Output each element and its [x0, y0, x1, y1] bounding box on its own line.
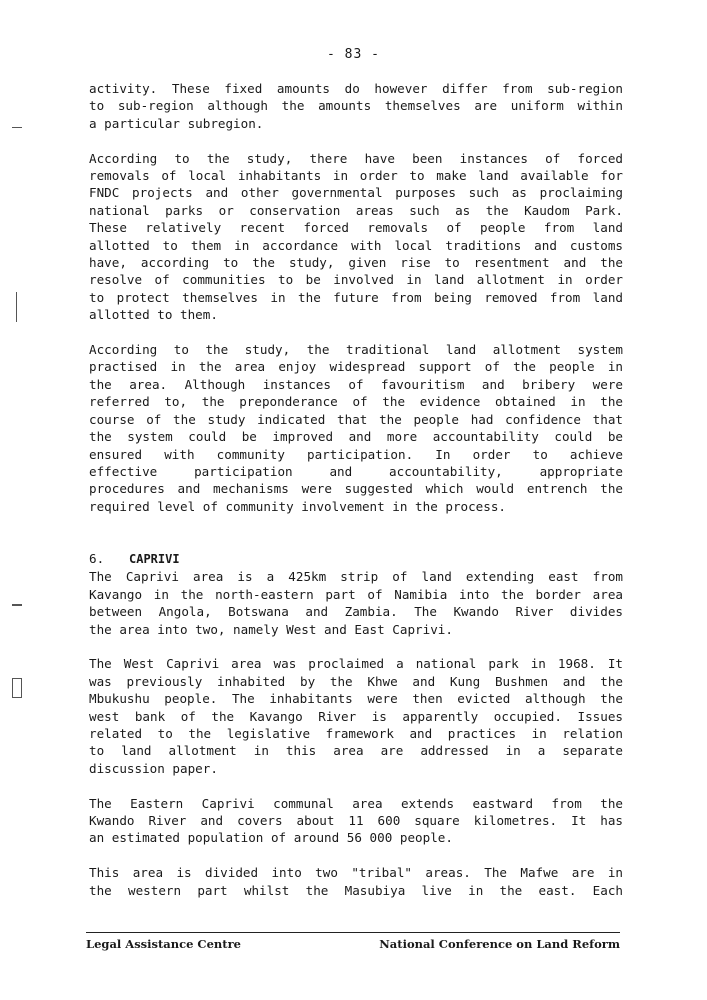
paragraph [89, 341, 623, 515]
text-line: The Caprivi area is a 425km strip of land extending east from [89, 569, 623, 585]
paragraph [89, 655, 623, 777]
section-heading [89, 550, 623, 568]
section-spacer [89, 533, 623, 550]
text-line: required level of community involvement in the process. [89, 498, 507, 514]
paragraph [89, 150, 623, 324]
text-line: a particular subregion. [89, 115, 264, 131]
text-line: FNDC projects and other governmental purposes such as proclaiming [89, 185, 623, 201]
text-line: to protect themselves in the future from being removed from land [89, 289, 623, 305]
text-line: procedures and mechanisms were suggested which would entrench the [89, 481, 623, 497]
text-line: was previously inhabited by the Khwe and Kung Bushmen and the [89, 673, 623, 689]
page-number: - 83 - [327, 47, 380, 62]
text-line: This area is divided into two "tribal" areas. The Mafwe are in [89, 865, 623, 881]
text-line: referred to, the preponderance of the evidence obtained in the [89, 394, 623, 410]
text-line: removals of local inhabitants in order to make land available for [89, 168, 623, 184]
text-line: resolve of communities to be involved in land allotment in order [89, 272, 623, 288]
text-line: ensured with community participation. In order to achieve [89, 446, 623, 462]
text-line: Kwando River and covers about 11 600 square kilometres. It has [89, 812, 623, 828]
paragraph [89, 795, 623, 847]
section-title: CAPRIVI [129, 551, 180, 566]
text-line: The West Caprivi area was proclaimed a national park in 1968. It [89, 656, 623, 672]
text-line: effective participation and accountability, appropriate [89, 463, 623, 479]
text-line: west bank of the Kavango River is apparently occupied. Issues [89, 708, 623, 724]
text-line: to sub-region although the amounts themselves are uniform within [89, 98, 623, 114]
paragraph [89, 568, 623, 638]
text-line: national parks or conservation areas such as the Kaudom Park. [89, 202, 623, 218]
text-line: to land allotment in this area are addressed in a separate [89, 743, 623, 759]
text-line: These relatively recent forced removals of people from land [89, 220, 623, 236]
text-line: the western part whilst the Masubiya live in the east. Each [89, 882, 623, 898]
text-line: allotted to them. [89, 307, 218, 323]
paragraph [89, 80, 623, 132]
text-line: have, according to the study, given rise to resentment and the [89, 255, 623, 271]
footer-left-text: Legal Assistance Centre [86, 937, 241, 951]
text-line: the system could be improved and more accountability could be [89, 429, 623, 445]
text-line: an estimated population of around 56 000 people. [89, 830, 453, 846]
paragraph [89, 864, 623, 899]
margin-mark [16, 292, 17, 322]
text-line: Kavango in the north-eastern part of Namibia into the border area [89, 586, 623, 602]
text-line: The Eastern Caprivi communal area extends eastward from the [89, 795, 623, 811]
text-line: Mbukushu people. The inhabitants were then evicted although the [89, 691, 623, 707]
text-line: allotted to them in accordance with local traditions and customs [89, 237, 623, 253]
text-line: activity. These fixed amounts do however differ from sub-region [89, 81, 623, 96]
text-line: discussion paper. [89, 760, 218, 776]
text-line: the area. Although instances of favouritism and bribery were [89, 376, 623, 392]
margin-mark [12, 127, 22, 128]
text-line: related to the legislative framework and practices in relation [89, 725, 623, 741]
footer-right-text: National Conference on Land Reform [379, 937, 620, 951]
page-footer [86, 932, 620, 951]
text-line: According to the study, the traditional land allotment system [89, 342, 623, 358]
text-line: the area into two, namely West and East Caprivi. [89, 621, 453, 637]
text-line: practised in the area enjoy widespread support of the people in [89, 359, 623, 375]
text-line: course of the study indicated that the people had confidence that [89, 411, 623, 427]
document-body [89, 80, 623, 916]
section-number: 6. [89, 550, 105, 566]
margin-mark [12, 678, 22, 698]
margin-mark [12, 604, 22, 606]
text-line: between Angola, Botswana and Zambia. The Kwando River divides [89, 604, 623, 620]
text-line: According to the study, there have been instances of forced [89, 150, 623, 166]
